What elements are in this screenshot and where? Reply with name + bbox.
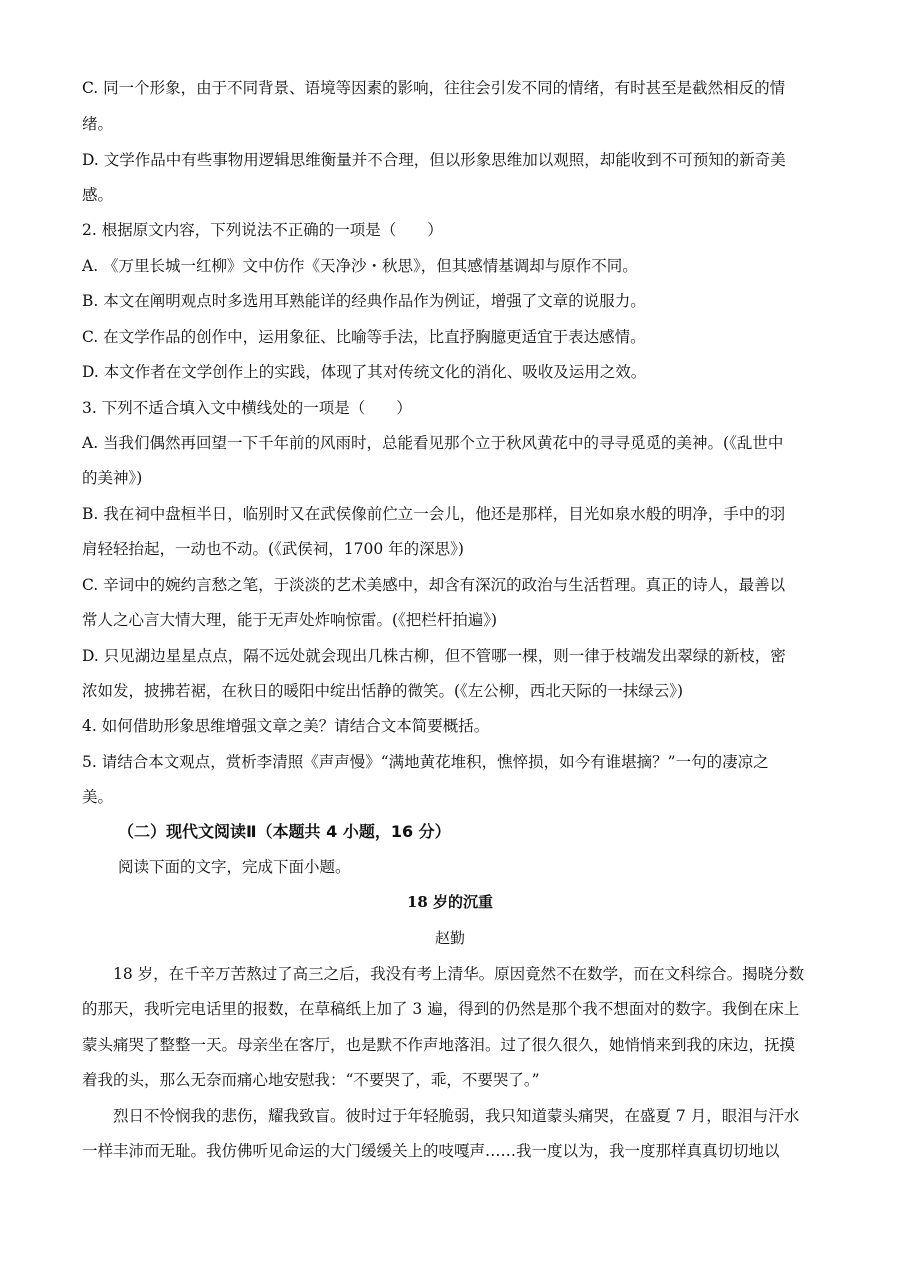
q3-option-b-line2: 肩轻轻抬起，一动也不动。(《武侯祠，1700 年的深思》): [82, 540, 464, 558]
q3-option-b-line1: B. 我在祠中盘桓半日，临别时又在武侯像前伫立一会儿，他还是那样，目光如泉水般的明净，手中的羽: [82, 505, 786, 523]
article-p1-line1: 18 岁，在千辛万苦熬过了高三之后，我没有考上清华。原因竟然不在数学，而在文科综合。揭晓分数: [82, 965, 805, 983]
q3-option-d-line2: 浓如发，披拂若裾，在秋日的暖阳中绽出恬静的微笑。(《左公柳，西北天际的一抹绿云》): [82, 682, 684, 700]
q3-option-c-line1: C. 辛词中的婉约言愁之笔，于淡淡的艺术美感中，却含有深沉的政治与生活哲理。真正的诗人，最善以: [82, 576, 786, 594]
q2-stem: 2. 根据原文内容，下列说法不正确的一项是（ ）: [82, 221, 443, 239]
q3-option-a-line2: 的美神》): [82, 469, 143, 487]
q3-stem: 3. 下列不适合填入文中横线处的一项是（ ）: [82, 399, 412, 417]
article-title: 18 岁的沉重: [406, 893, 494, 911]
q5-line2: 美。: [82, 788, 114, 806]
q3-option-d-line1: D. 只见湖边星星点点，隔不远处就会现出几株古柳，但不管哪一棵，则一律于枝端发出翠绿的新枝，密: [82, 647, 786, 665]
section-instruction: 阅读下面的文字，完成下面小题。: [118, 858, 351, 876]
article-p1-line3: 蒙头痛哭了整整一天。母亲坐在客厅，也是默不作声地落泪。过了很久很久，她悄悄来到我的床边，抚摸: [82, 1036, 796, 1054]
q1-option-c-line1: C. 同一个形象，由于不同背景、语境等因素的影响，往往会引发不同的情绪，有时甚至是截然相反的情: [82, 79, 786, 97]
q4-stem: 4. 如何借助形象思维增强文章之美？请结合文本简要概括。: [82, 717, 490, 735]
q3-option-a-line1: A. 当我们偶然再回望一下千年前的风雨时，总能看见那个立于秋风黄花中的寻寻觅觅的美神。(《乱世中: [82, 434, 784, 452]
article-p2-line1: 烈日不怜悯我的悲伤，耀我致盲。彼时过于年轻脆弱，我只知道蒙头痛哭，在盛夏 7 月，眼泪与汗水: [82, 1107, 800, 1125]
q2-option-d: D. 本文作者在文学创作上的实践，体现了其对传统文化的消化、吸收及运用之效。: [82, 363, 647, 381]
q2-option-c: C. 在文学作品的创作中，运用象征、比喻等手法，比直抒胸臆更适宜于表达感情。: [82, 328, 646, 346]
article-p1-line2: 的那天，我听完电话里的报数，在草稿纸上加了 3 遍，得到的仍然是那个我不想面对的数字。我倒在床上: [82, 1000, 800, 1018]
article-p2-line2: 一样丰沛而无耻。我仿佛听见命运的大门缓缓关上的吱嘎声……我一度以为，我一度那样真真切切地以: [82, 1142, 780, 1160]
q1-option-d-line1: D. 文学作品中有些事物用逻辑思维衡量并不合理，但以形象思维加以观照，却能收到不可预知的新奇美: [82, 151, 786, 169]
section-heading: （二）现代文阅读Ⅱ（本题共 4 小题，16 分）: [118, 822, 451, 841]
article-p1-line4: 着我的头，那么无奈而痛心地安慰我：“不要哭了，乖，不要哭了。”: [82, 1071, 540, 1089]
q3-option-c-line2: 常人之心言大情大理，能于无声处炸响惊雷。(《把栏杆拍遍》): [82, 611, 498, 629]
q2-option-b: B. 本文在阐明观点时多选用耳熟能详的经典作品作为例证，增强了文章的说服力。: [82, 292, 646, 310]
q1-option-d-line2: 感。: [82, 186, 114, 204]
article-author: 赵勤: [434, 929, 465, 947]
q2-option-a: A. 《万里长城一红柳》文中仿作《天净沙・秋思》，但其感情基调却与原作不同。: [82, 257, 638, 275]
q1-option-c-line2: 绪。: [82, 115, 114, 133]
q5-line1: 5. 请结合本文观点，赏析李清照《声声慢》“满地黄花堆积，憔悴损，如今有谁堪摘？”一句的凄凉之: [82, 753, 769, 771]
